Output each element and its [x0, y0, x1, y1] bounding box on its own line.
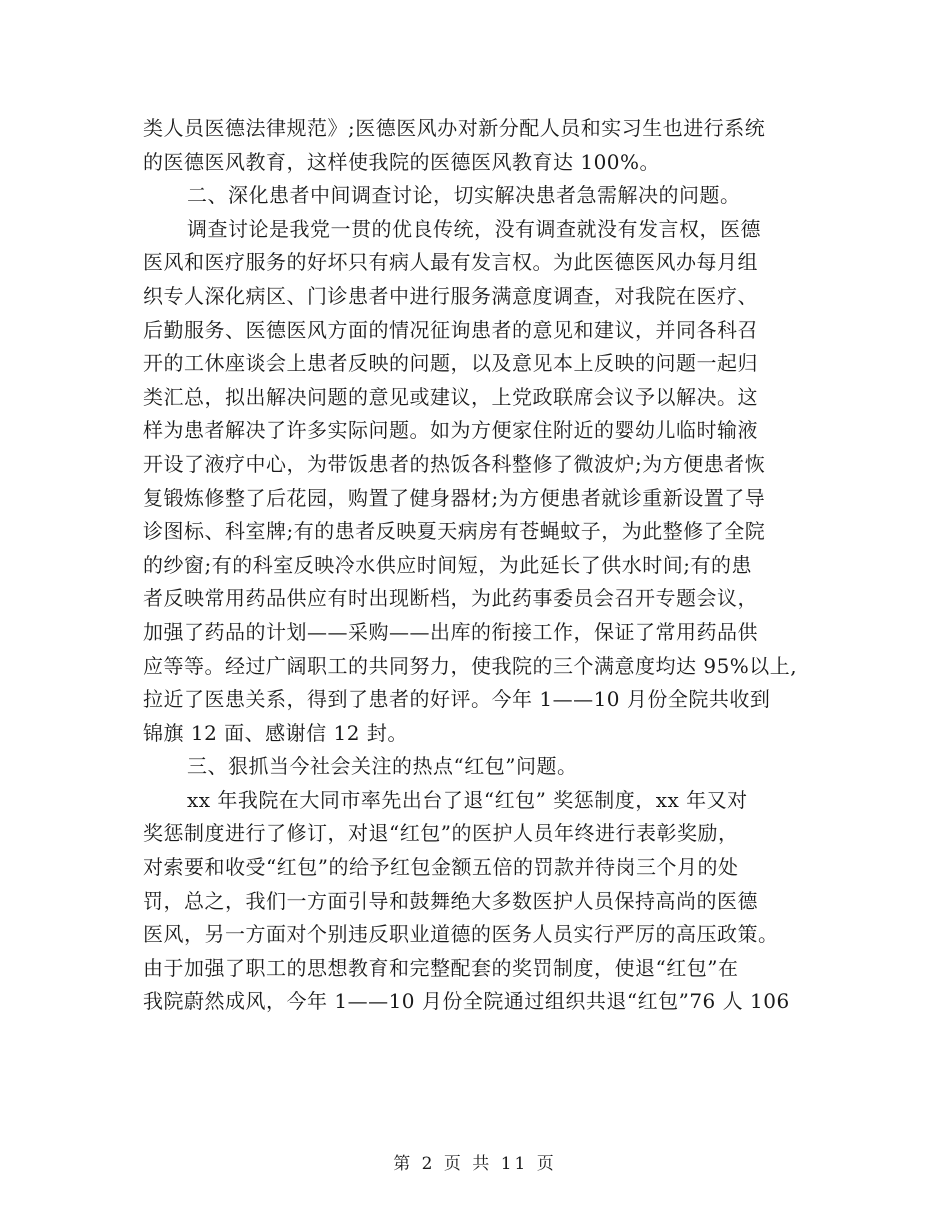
- text-line: xx 年我院在大同市率先出台了退“红包” 奖惩制度，xx 年又对: [187, 787, 748, 812]
- text-line: 我院蔚然成风，今年 1——10 月份全院通过组织共退“红包”76 人 106: [143, 989, 790, 1014]
- text-line: 开的工休座谈会上患者反映的问题，以及意见本上反映的问题一起归: [143, 351, 758, 376]
- page-footer: 第 2 页 共 11 页: [393, 1154, 557, 1174]
- text-line: 应等等。经过广阔职工的共同努力，使我院的三个满意度均达 95%以上,: [143, 653, 798, 678]
- text-line: 类人员医德法律规范》;医德医风办对新分配人员和实习生也进行系统: [143, 116, 766, 140]
- text-line: 锦旗 12 面、感谢信 12 封。: [143, 720, 408, 745]
- text-line: 织专人深化病区、门诊患者中进行服务满意度调查，对我院在医疗、: [143, 283, 758, 308]
- text-line: 医风，另一方面对个别违反职业道德的医务人员实行严厉的高压政策。: [143, 922, 779, 947]
- text-line: 类汇总，拟出解决问题的意见或建议，上党政联席会议予以解决。这: [143, 384, 758, 409]
- text-line: 开设了液疗中心，为带饭患者的热饭各科整修了微波炉;为方便患者恢: [143, 451, 766, 476]
- text-line: 医风和医疗服务的好坏只有病人最有发言权。为此医德医风办每月组: [143, 250, 758, 275]
- text-line: 者反映常用药品供应有时出现断档，为此药事委员会召开专题会议，: [143, 586, 758, 611]
- text-line: 加强了药品的计划——采购——出库的衔接工作，保证了常用药品供: [143, 619, 758, 644]
- text-line: 奖惩制度进行了修订，对退“红包”的医护人员年终进行表彰奖励，: [143, 821, 739, 846]
- text-line: 三、狠抓当今社会关注的热点“红包”问题。: [187, 754, 578, 779]
- text-line: 由于加强了职工的思想教育和完整配套的奖罚制度，使退“红包”在: [143, 955, 739, 980]
- text-line: 罚，总之，我们一方面引导和鼓舞绝大多数医护人员保持高尚的医德: [143, 888, 758, 913]
- text-line: 对索要和收受“红包”的给予红包金额五倍的罚款并待岗三个月的处: [143, 855, 739, 880]
- text-line: 后勤服务、医德医风方面的情况征询患者的意见和建议，并同各科召: [143, 317, 758, 342]
- document-body: [143, 112, 843, 1019]
- text-line: 样为患者解决了许多实际问题。如为方便家住附近的婴幼儿临时输液: [143, 418, 758, 443]
- text-line: 的纱窗;有的科室反映冷水供应时间短，为此延长了供水时间;有的患: [143, 552, 752, 577]
- text-line: 诊图标、科室牌;有的患者反映夏天病房有苍蝇蚊子，为此整修了全院: [143, 519, 766, 544]
- text-line: 复锻炼修整了后花园，购置了健身器材;为方便患者就诊重新设置了导: [143, 485, 766, 510]
- text-line: 二、深化患者中间调查讨论，切实解决患者急需解决的问题。: [187, 183, 741, 208]
- text-line: 拉近了医患关系，得到了患者的好评。今年 1——10 月份全院共收到: [143, 687, 771, 712]
- text-line: 调查讨论是我党一贯的优良传统，没有调查就没有发言权，医德: [187, 216, 761, 241]
- text-line: 的医德医风教育，这样使我院的医德医风教育达 100%。: [143, 149, 661, 174]
